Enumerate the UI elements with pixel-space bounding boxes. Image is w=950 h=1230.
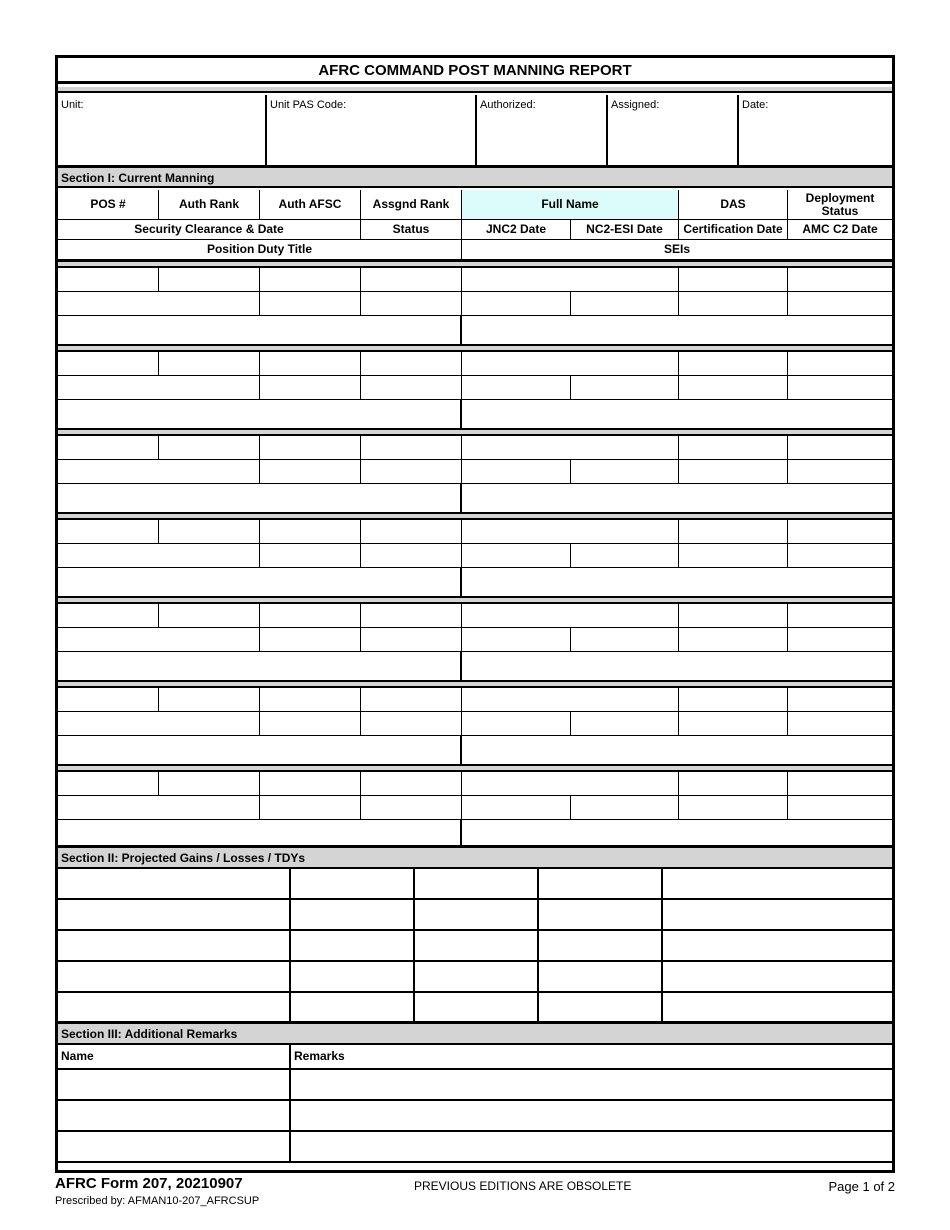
gains-losses-field[interactable] xyxy=(663,869,892,900)
entry-seis-field[interactable] xyxy=(462,736,892,764)
entry-row2-field[interactable] xyxy=(788,544,892,568)
remark-text-field[interactable] xyxy=(291,1101,892,1132)
entry-row1-field[interactable] xyxy=(679,520,788,544)
entry-row2-field[interactable] xyxy=(788,376,892,400)
entry-row2-field[interactable] xyxy=(571,712,679,736)
remark-text-field[interactable] xyxy=(291,1132,892,1163)
deployment-status-header: Deployment Status xyxy=(788,190,892,220)
entry-row1-field[interactable] xyxy=(58,520,159,544)
section1-title: Section I: Current Manning xyxy=(58,168,892,188)
gains-losses-field[interactable] xyxy=(539,900,663,931)
entry-row2-field[interactable] xyxy=(462,460,571,484)
entry-seis-field[interactable] xyxy=(462,568,892,596)
entry-row2-field[interactable] xyxy=(260,460,361,484)
gains-losses-field[interactable] xyxy=(291,993,415,1024)
pas-code-label: Unit PAS Code: xyxy=(270,99,347,111)
entry-row2-field[interactable] xyxy=(361,628,462,652)
entry-seis-field[interactable] xyxy=(462,316,892,344)
entry-row2-field[interactable] xyxy=(571,628,679,652)
entry-row2-field[interactable] xyxy=(260,796,361,820)
entry-row1-field[interactable] xyxy=(788,352,892,376)
gains-losses-field[interactable] xyxy=(539,931,663,962)
amc-c2-date-header: AMC C2 Date xyxy=(788,220,892,240)
entry-row1-field[interactable] xyxy=(58,772,159,796)
entry-row1-field[interactable] xyxy=(159,772,260,796)
gains-losses-field[interactable] xyxy=(415,869,539,900)
section1-column-headers xyxy=(58,190,892,260)
remark-name-field[interactable] xyxy=(58,1070,291,1101)
gains-losses-field[interactable] xyxy=(58,869,291,900)
entry-row2-field[interactable] xyxy=(788,292,892,316)
entry-row1-field[interactable] xyxy=(361,520,462,544)
entry-separator xyxy=(58,428,892,436)
entry-row2-field[interactable] xyxy=(260,628,361,652)
form-number: AFRC Form 207, 20210907 xyxy=(55,1175,243,1192)
entry-row1-field[interactable] xyxy=(679,268,788,292)
entry-row1-field[interactable] xyxy=(462,772,679,796)
entry-row2-field[interactable] xyxy=(788,460,892,484)
entry-row1-field[interactable] xyxy=(361,268,462,292)
entry-row1-field[interactable] xyxy=(462,604,679,628)
entry-row1-field[interactable] xyxy=(361,604,462,628)
entry-row1-field[interactable] xyxy=(260,604,361,628)
pos-header: POS # xyxy=(58,190,159,220)
gains-losses-field[interactable] xyxy=(58,993,291,1024)
entry-row1-field[interactable] xyxy=(679,604,788,628)
entry-row2-field[interactable] xyxy=(260,376,361,400)
entry-row1-field[interactable] xyxy=(260,268,361,292)
entry-row1-field[interactable] xyxy=(58,604,159,628)
gains-losses-field[interactable] xyxy=(58,900,291,931)
entry-row1-field[interactable] xyxy=(788,772,892,796)
entry-row2-field[interactable] xyxy=(679,544,788,568)
entry-row2-field[interactable] xyxy=(462,376,571,400)
entry-row2-field[interactable] xyxy=(260,292,361,316)
entry-row2-field[interactable] xyxy=(462,796,571,820)
gains-losses-field[interactable] xyxy=(663,962,892,993)
entry-duty-title-field[interactable] xyxy=(58,400,462,428)
entry-row2-field[interactable] xyxy=(58,628,260,652)
entry-row1-field[interactable] xyxy=(260,772,361,796)
entry-row2-field[interactable] xyxy=(462,292,571,316)
entry-row1-field[interactable] xyxy=(679,772,788,796)
entry-row2-field[interactable] xyxy=(571,292,679,316)
auth-afsc-header: Auth AFSC xyxy=(260,190,361,220)
entry-row1-field[interactable] xyxy=(462,688,679,712)
entry-row2-field[interactable] xyxy=(361,292,462,316)
entry-separator xyxy=(58,680,892,688)
nc2-esi-date-header: NC2-ESI Date xyxy=(571,220,679,240)
entry-row1-field[interactable] xyxy=(58,352,159,376)
entry-row2-field[interactable] xyxy=(462,712,571,736)
assigned-label: Assigned: xyxy=(611,99,660,111)
entry-row1-field[interactable] xyxy=(361,436,462,460)
assgnd-rank-header: Assgnd Rank xyxy=(361,190,462,220)
entry-row1-field[interactable] xyxy=(788,604,892,628)
entry-row1-field[interactable] xyxy=(159,604,260,628)
seis-header: SEIs xyxy=(462,240,892,260)
obsolete-notice: PREVIOUS EDITIONS ARE OBSOLETE xyxy=(414,1179,632,1193)
gains-losses-field[interactable] xyxy=(291,869,415,900)
entry-row1-field[interactable] xyxy=(58,436,159,460)
section2-title: Section II: Projected Gains / Losses / TDYs xyxy=(58,845,892,869)
entry-seis-field[interactable] xyxy=(462,820,892,848)
entry-row2-field[interactable] xyxy=(679,628,788,652)
entry-duty-title-field[interactable] xyxy=(58,652,462,680)
entry-row1-field[interactable] xyxy=(788,688,892,712)
entry-row1-field[interactable] xyxy=(58,268,159,292)
gains-losses-field[interactable] xyxy=(663,931,892,962)
entry-row2-field[interactable] xyxy=(58,796,260,820)
entry-row2-field[interactable] xyxy=(679,712,788,736)
gains-losses-field[interactable] xyxy=(415,993,539,1024)
auth-rank-header: Auth Rank xyxy=(159,190,260,220)
remarks-header: Remarks xyxy=(294,1049,345,1063)
entry-row2-field[interactable] xyxy=(361,460,462,484)
entry-row1-field[interactable] xyxy=(159,268,260,292)
entry-duty-title-field[interactable] xyxy=(58,484,462,512)
full-name-header: Full Name xyxy=(462,190,679,220)
entry-row1-field[interactable] xyxy=(361,772,462,796)
certification-date-header: Certification Date xyxy=(679,220,788,240)
entry-separator xyxy=(58,764,892,772)
entry-row2-field[interactable] xyxy=(361,712,462,736)
entry-row1-field[interactable] xyxy=(788,520,892,544)
gains-losses-field[interactable] xyxy=(539,962,663,993)
gains-losses-field[interactable] xyxy=(415,962,539,993)
header-fields xyxy=(58,95,892,168)
entry-row1-field[interactable] xyxy=(462,436,679,460)
entry-duty-title-field[interactable] xyxy=(58,568,462,596)
entry-row1-field[interactable] xyxy=(260,520,361,544)
entry-row2-field[interactable] xyxy=(679,460,788,484)
entry-row2-field[interactable] xyxy=(571,460,679,484)
entry-row2-field[interactable] xyxy=(679,796,788,820)
entry-row2-field[interactable] xyxy=(58,292,260,316)
entry-row2-field[interactable] xyxy=(58,544,260,568)
gains-losses-field[interactable] xyxy=(415,931,539,962)
remark-name-field[interactable] xyxy=(58,1132,291,1163)
entry-row1-field[interactable] xyxy=(788,436,892,460)
entry-duty-title-field[interactable] xyxy=(58,820,462,848)
entry-seis-field[interactable] xyxy=(462,652,892,680)
entry-row2-field[interactable] xyxy=(679,292,788,316)
gains-losses-field[interactable] xyxy=(415,900,539,931)
assigned-field[interactable] xyxy=(608,95,739,168)
entry-row1-field[interactable] xyxy=(260,352,361,376)
entry-row1-field[interactable] xyxy=(679,688,788,712)
gains-losses-field[interactable] xyxy=(663,993,892,1024)
entry-row1-field[interactable] xyxy=(159,688,260,712)
entry-duty-title-field[interactable] xyxy=(58,736,462,764)
entry-row1-field[interactable] xyxy=(159,520,260,544)
gains-losses-field[interactable] xyxy=(58,931,291,962)
position-duty-title-header: Position Duty Title xyxy=(58,240,462,260)
entry-row1-field[interactable] xyxy=(361,352,462,376)
entry-row1-field[interactable] xyxy=(58,688,159,712)
section3-column-headers xyxy=(58,1045,892,1070)
gains-losses-field[interactable] xyxy=(663,900,892,931)
gains-losses-field[interactable] xyxy=(291,900,415,931)
entry-row1-field[interactable] xyxy=(260,688,361,712)
gains-losses-field[interactable] xyxy=(58,962,291,993)
status-header: Status xyxy=(361,220,462,240)
entry-row2-field[interactable] xyxy=(788,796,892,820)
manning-report-form xyxy=(55,55,895,1173)
prescribed-by: Prescribed by: AFMAN10-207_AFRCSUP xyxy=(55,1195,260,1207)
entry-row2-field[interactable] xyxy=(788,712,892,736)
entry-row2-field[interactable] xyxy=(571,796,679,820)
entry-row2-field[interactable] xyxy=(58,712,260,736)
form-title: AFRC COMMAND POST MANNING REPORT xyxy=(58,58,892,84)
gains-losses-field[interactable] xyxy=(539,869,663,900)
remark-name-field[interactable] xyxy=(58,1101,291,1132)
security-clearance-header: Security Clearance & Date xyxy=(58,220,361,240)
page-number: Page 1 of 2 xyxy=(828,1179,895,1194)
entry-row2-field[interactable] xyxy=(571,376,679,400)
entry-separator xyxy=(58,596,892,604)
date-field[interactable] xyxy=(739,95,892,168)
entry-row2-field[interactable] xyxy=(361,376,462,400)
name-header: Name xyxy=(58,1045,291,1068)
authorized-field[interactable] xyxy=(477,95,608,168)
entry-separator xyxy=(58,344,892,352)
entry-separator xyxy=(58,512,892,520)
entry-row2-field[interactable] xyxy=(260,712,361,736)
entry-row2-field[interactable] xyxy=(260,544,361,568)
entry-row2-field[interactable] xyxy=(462,628,571,652)
entry-row2-field[interactable] xyxy=(571,544,679,568)
unit-field[interactable] xyxy=(58,95,267,168)
entry-duty-title-field[interactable] xyxy=(58,316,462,344)
entry-row1-field[interactable] xyxy=(679,352,788,376)
entry-seis-field[interactable] xyxy=(462,400,892,428)
entry-row2-field[interactable] xyxy=(58,460,260,484)
entry-seis-field[interactable] xyxy=(462,484,892,512)
gains-losses-field[interactable] xyxy=(291,931,415,962)
gains-losses-field[interactable] xyxy=(291,962,415,993)
entry-row2-field[interactable] xyxy=(361,544,462,568)
entry-separator xyxy=(58,260,892,268)
entry-row1-field[interactable] xyxy=(679,436,788,460)
entry-row2-field[interactable] xyxy=(679,376,788,400)
das-header: DAS xyxy=(679,190,788,220)
entry-row1-field[interactable] xyxy=(260,436,361,460)
title-spacer xyxy=(58,87,892,93)
entry-row1-field[interactable] xyxy=(788,268,892,292)
entry-row1-field[interactable] xyxy=(159,436,260,460)
authorized-label: Authorized: xyxy=(480,99,536,111)
entry-row1-field[interactable] xyxy=(159,352,260,376)
section3-title: Section III: Additional Remarks xyxy=(58,1021,892,1045)
entry-row1-field[interactable] xyxy=(462,352,679,376)
date-label: Date: xyxy=(742,99,769,111)
entry-row1-field[interactable] xyxy=(462,520,679,544)
entry-row1-field[interactable] xyxy=(462,268,679,292)
entry-row2-field[interactable] xyxy=(58,376,260,400)
entry-row2-field[interactable] xyxy=(462,544,571,568)
jnc2-date-header: JNC2 Date xyxy=(462,220,571,240)
entry-row1-field[interactable] xyxy=(361,688,462,712)
entry-row2-field[interactable] xyxy=(788,628,892,652)
gains-losses-field[interactable] xyxy=(539,993,663,1024)
remark-text-field[interactable] xyxy=(291,1070,892,1101)
entry-row2-field[interactable] xyxy=(361,796,462,820)
pas-code-field[interactable] xyxy=(267,95,477,168)
unit-label: Unit: xyxy=(61,99,84,111)
